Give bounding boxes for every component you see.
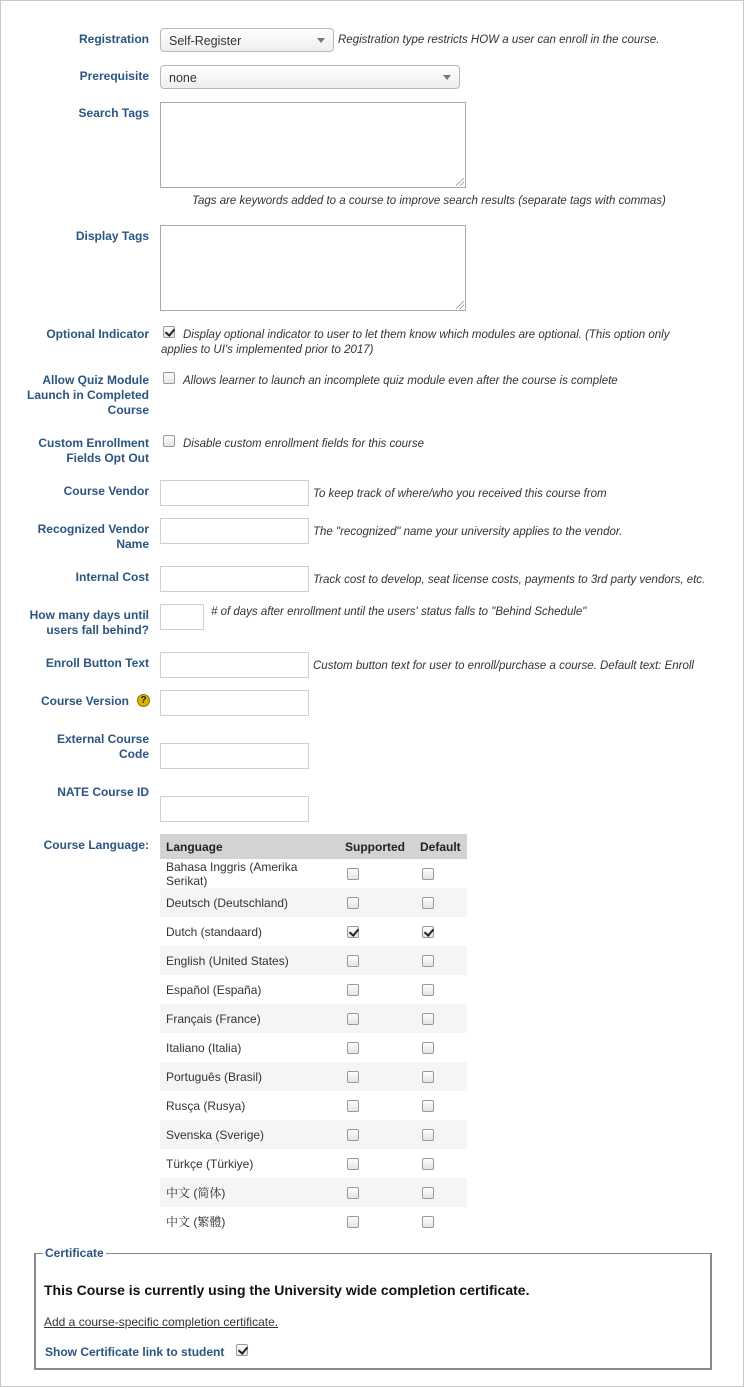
language-default-checkbox[interactable] [422,868,434,880]
language-supported-cell [339,1091,414,1120]
prerequisite-label: Prerequisite [79,69,149,83]
internal-cost-label: Internal Cost [75,570,149,584]
language-supported-checkbox[interactable] [347,984,359,996]
course-vendor-input[interactable] [160,480,309,506]
language-name: Español (España) [166,982,262,997]
language-name: Svenska (Sverige) [160,1120,339,1149]
allow-quiz-label-line3: Course [107,403,149,417]
custom-enrollment-label-line2: Fields Opt Out [66,451,149,465]
language-default-checkbox[interactable] [422,1158,434,1170]
enroll-button-text-label: Enroll Button Text [45,656,149,670]
language-default-checkbox[interactable] [422,1071,434,1083]
course-version-label: Course Version [40,694,129,708]
language-default-cell [414,1149,467,1178]
question-circle-icon[interactable]: ? [137,694,150,707]
language-default-cell [414,975,467,1004]
optional-indicator-hint-line1: Display optional indicator to user to let them know which modules are optional. (This option only [183,329,670,341]
language-supported-cell [339,946,414,975]
language-default-cell [414,1091,467,1120]
course-language-label: Course Language: [43,838,149,852]
language-supported-checkbox[interactable] [347,926,359,938]
language-supported-checkbox[interactable] [347,955,359,967]
language-name: Português (Brasil) [160,1062,339,1091]
table-row [160,1120,467,1149]
resize-grip-icon[interactable] [456,178,464,186]
resize-grip-icon[interactable] [456,301,464,309]
prerequisite-select[interactable] [160,65,460,89]
table-row [160,1178,467,1207]
days-behind-hint: # of days after enrollment until the users' status falls to "Behind Schedule" [211,606,587,618]
table-row [160,859,467,888]
chevron-down-icon [443,75,451,80]
language-default-checkbox[interactable] [422,955,434,967]
language-supported-cell [339,888,414,917]
language-name: 中文 (简体) [160,1178,339,1207]
language-supported-checkbox[interactable] [347,1129,359,1141]
registration-label: Registration [78,32,149,46]
language-default-cell [414,917,467,946]
course-vendor-label: Course Vendor [63,484,149,498]
days-behind-label-line2: users fall behind? [46,623,149,637]
registration-select[interactable] [160,28,334,52]
language-supported-checkbox[interactable] [347,1216,359,1228]
language-name: 中文 (繁體) [166,1215,226,1229]
enroll-button-text-input[interactable] [160,652,309,678]
language-default-cell [414,1178,467,1207]
language-supported-checkbox[interactable] [347,897,359,909]
course-version-input[interactable] [160,690,309,716]
recognized-vendor-label-line2: Name [116,537,149,551]
table-row [160,917,467,946]
external-code-label-line1: External Course [56,732,149,746]
language-default-checkbox[interactable] [422,1042,434,1054]
language-default-checkbox[interactable] [422,1100,434,1112]
language-supported-cell [339,1004,414,1033]
language-supported-cell [339,1178,414,1207]
language-default-checkbox[interactable] [422,897,434,909]
prerequisite-value: none [169,71,197,85]
language-supported-checkbox[interactable] [347,1187,359,1199]
custom-enrollment-checkbox[interactable] [163,435,175,447]
language-default-checkbox[interactable] [422,1216,434,1228]
language-default-cell [414,859,467,888]
registration-hint: Registration type restricts HOW a user can enroll in the course. [338,34,660,46]
table-row [160,975,467,1004]
language-default-checkbox[interactable] [422,1129,434,1141]
language-supported-cell [339,917,414,946]
recognized-vendor-input[interactable] [160,518,309,544]
recognized-vendor-hint: The "recognized" name your university applies to the vendor. [313,526,623,538]
search-tags-textarea[interactable] [160,102,466,188]
table-row [160,1149,467,1178]
table-row [160,1004,467,1033]
language-supported-cell [339,1120,414,1149]
table-row [160,1091,467,1120]
search-tags-label: Search Tags [78,106,149,120]
language-name: Rusça (Rusya) [166,1098,246,1113]
nate-id-label: NATE Course ID [57,785,149,799]
language-name: Türkçe (Türkiye) [166,1156,254,1171]
language-supported-checkbox[interactable] [347,868,359,880]
language-default-cell [414,1120,467,1149]
table-row [160,1207,467,1236]
column-header-default: Default [414,834,467,859]
optional-indicator-checkbox[interactable] [163,326,175,338]
add-certificate-link[interactable]: Add a course-specific completion certificate. [44,1315,279,1329]
external-code-label-line2: Code [119,747,149,761]
language-supported-checkbox[interactable] [347,1013,359,1025]
search-tags-hint: Tags are keywords added to a course to improve search results (separate tags with commas) [192,195,666,207]
table-header-row [160,834,467,859]
nate-id-input[interactable] [160,796,309,822]
chevron-down-icon [317,38,325,43]
custom-enrollment-label-line1: Custom Enrollment [38,436,149,450]
language-name: Bahasa Inggris (Amerika Serikat) [166,859,298,888]
language-name: Italiano (Italia) [166,1040,242,1055]
course-vendor-hint: To keep track of where/who you received this course from [313,488,607,500]
column-header-supported: Supported [339,834,414,859]
days-behind-label-line1: How many days until [29,608,149,622]
custom-enrollment-hint: Disable custom enrollment fields for this course [183,438,424,450]
allow-quiz-label-line2: Launch in Completed [26,388,149,402]
table-row [160,1062,467,1091]
language-name: English (United States) [160,946,339,975]
language-supported-cell [339,1149,414,1178]
enroll-button-text-hint: Custom button text for user to enroll/purchase a course. Default text: Enroll [313,660,694,672]
recognized-vendor-label-line1: Recognized Vendor [37,522,149,536]
language-name: Français (France) [160,1004,339,1033]
allow-quiz-hint: Allows learner to launch an incomplete quiz module even after the course is complete [183,375,618,387]
certificate-status: This Course is currently using the University wide completion certificate. [44,1282,530,1298]
display-tags-textarea[interactable] [160,225,466,311]
course-language-table [160,834,467,1236]
internal-cost-hint: Track cost to develop, seat license costs, payments to 3rd party vendors, etc. [313,574,706,586]
language-supported-checkbox[interactable] [347,1100,359,1112]
days-behind-input[interactable] [160,604,204,630]
show-certificate-checkbox[interactable] [236,1344,248,1356]
language-default-cell [414,1062,467,1091]
language-name: Dutch (standaard) [166,924,263,939]
language-name: Deutsch (Deutschland) [160,888,339,917]
table-row [160,888,467,917]
language-default-checkbox[interactable] [422,926,434,938]
registration-value: Self-Register [169,34,242,48]
optional-indicator-label: Optional Indicator [46,327,149,341]
language-supported-checkbox[interactable] [347,1071,359,1083]
allow-quiz-checkbox[interactable] [163,372,175,384]
language-default-cell [414,1033,467,1062]
column-header-language: Language [160,834,339,859]
language-default-checkbox[interactable] [422,1187,434,1199]
show-certificate-label: Show Certificate link to student [45,1345,225,1359]
optional-indicator-hint-line2: applies to UI's implemented prior to 2017) [161,344,374,356]
language-default-checkbox[interactable] [422,1013,434,1025]
language-supported-cell [339,1062,414,1091]
allow-quiz-label-line1: Allow Quiz Module [42,373,149,387]
certificate-legend: Certificate [45,1246,104,1260]
language-default-cell [414,1207,467,1236]
display-tags-label: Display Tags [75,229,149,243]
table-row [160,1033,467,1062]
language-default-cell [414,888,467,917]
language-supported-checkbox[interactable] [347,1042,359,1054]
language-supported-cell [339,975,414,1004]
internal-cost-input[interactable] [160,566,309,592]
external-code-input[interactable] [160,743,309,769]
language-supported-cell [339,859,414,888]
table-row [160,946,467,975]
language-supported-checkbox[interactable] [347,1158,359,1170]
language-supported-cell [339,1033,414,1062]
language-default-checkbox[interactable] [422,984,434,996]
language-supported-cell [339,1207,414,1236]
language-default-cell [414,946,467,975]
language-default-cell [414,1004,467,1033]
